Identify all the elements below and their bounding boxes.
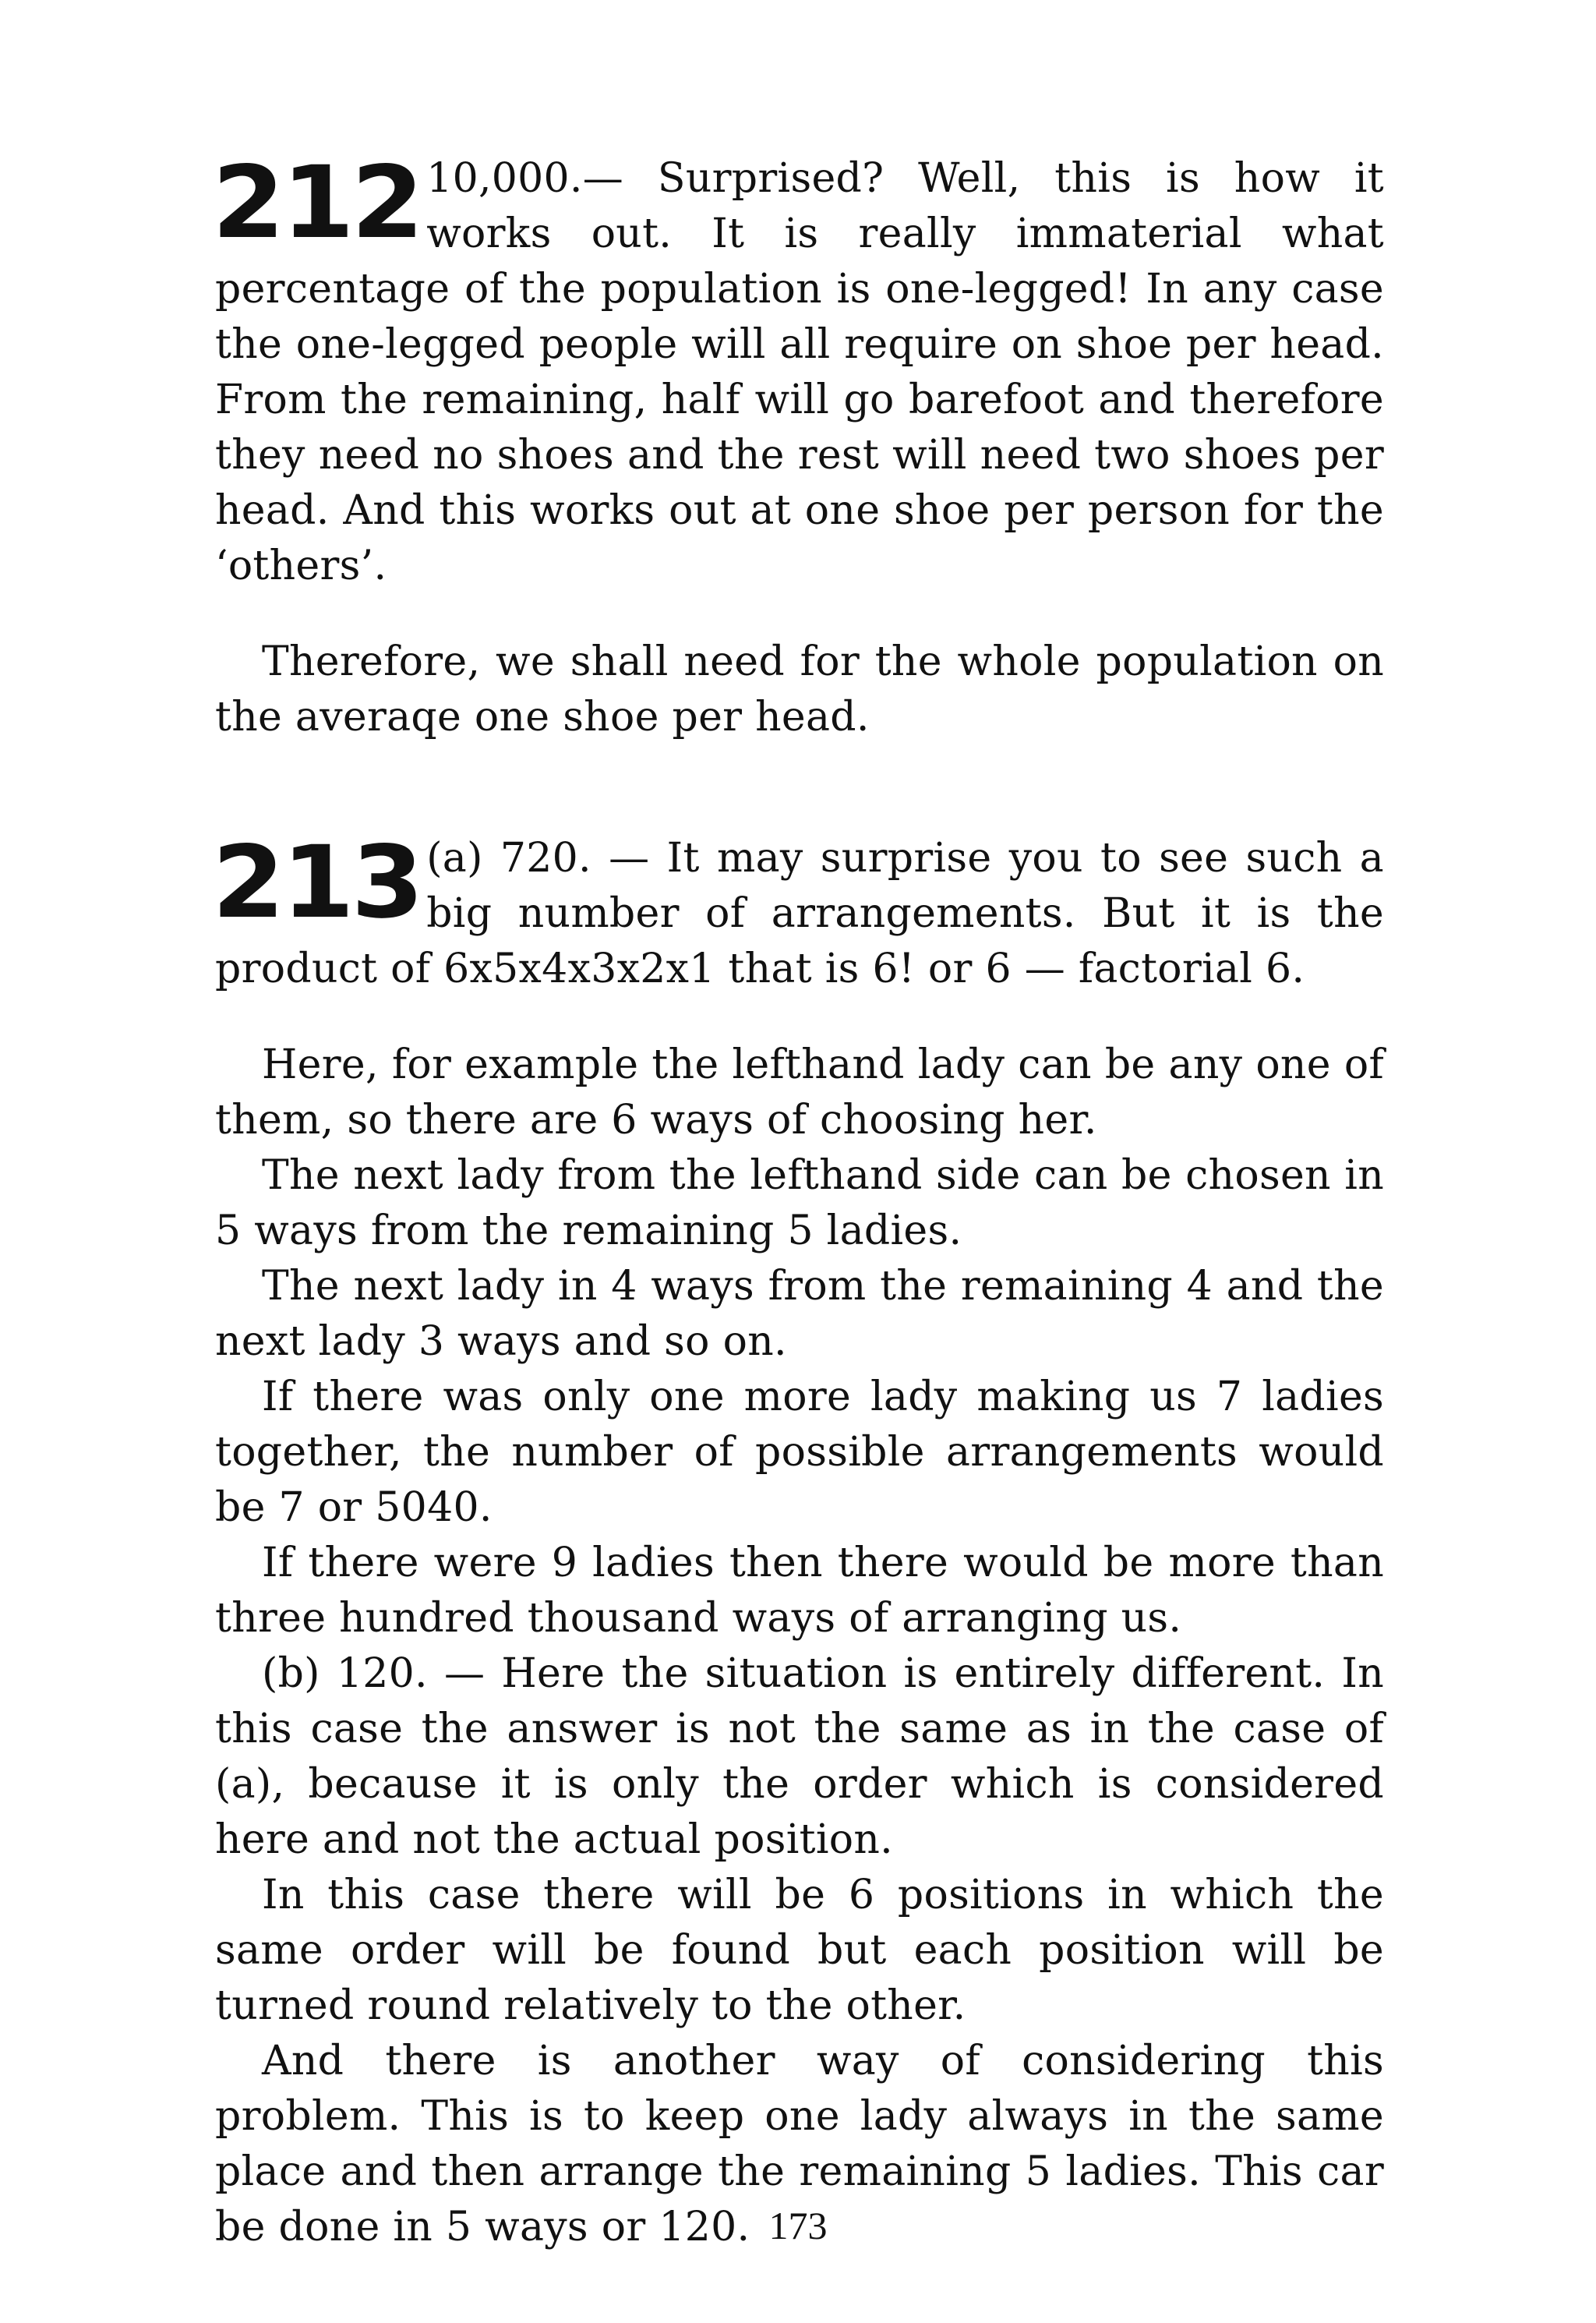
entry-213-paragraph-3: The next lady from the lefthand side can be chosen in 5 ways from the remaining 5 ladies. — [215, 1152, 1384, 1254]
entry-213-first-paragraph — [212, 825, 1384, 997]
entry-213-number: 213 — [212, 825, 421, 941]
entry-213-paragraph-2: Here, for example the lefthand lady can be any one of them, so there are 6 ways of choosing her. — [215, 1041, 1384, 1144]
entry-213-paragraph-5: If there was only one more lady making us 7 ladies together, the number of possible arrangements would be 7 or 5040. — [215, 1374, 1384, 1531]
entry-213-text: (a) 720. — It may surprise you to see such a big number of arrangements. But it is the product of 6x5x4x3x2x1 that is 6! or 6 — factorial 6. — [215, 835, 1384, 992]
section-gap — [215, 745, 1384, 790]
entry-213 — [212, 825, 1384, 2255]
page-number: 173 — [768, 2204, 828, 2247]
entry-213-paragraph-7: (b) 120. — Here the situation is entirely different. In this case the answer is not the same as in the case of (a), because it is only the order which is considered here and not the actual position. — [215, 1650, 1384, 1863]
entry-213-paragraph-8: In this case there will be 6 positions in which the same order will be found but each position will be turned round relatively to the other. — [215, 1872, 1384, 2029]
entry-212-first-paragraph — [212, 145, 1384, 594]
entry-213-paragraph-4: The next lady in 4 ways from the remaining 4 and the next lady 3 ways and so on. — [215, 1263, 1384, 1365]
entry-212-paragraph-2: Therefore, we shall need for the whole population on the averaqe one shoe per head. — [215, 638, 1384, 741]
entry-212-number: 212 — [212, 145, 421, 261]
entry-212 — [212, 145, 1384, 745]
entry-213-paragraph-6: If there were 9 ladies then there would be more than three hundred thousand ways of arranging us. — [215, 1540, 1384, 1642]
entry-213-paragraph-9: And there is another way of considering this problem. This is to keep one lady always in the same place and then arrange the remaining 5 ladies. This car be done in 5 ways or 120. — [215, 2038, 1384, 2251]
entry-212-text: 10,000.— Surprised? Well, this is how it works out. It is really immaterial what percentage of the population is one-legged! In any case the one-legged people will all require on shoe per head. From the remaining, half will go barefoot and therefore they need no shoes and the rest will need two shoes per head. And this works out at one shoe per person for the ‘others’. — [215, 155, 1384, 589]
page-body — [212, 111, 1384, 2255]
